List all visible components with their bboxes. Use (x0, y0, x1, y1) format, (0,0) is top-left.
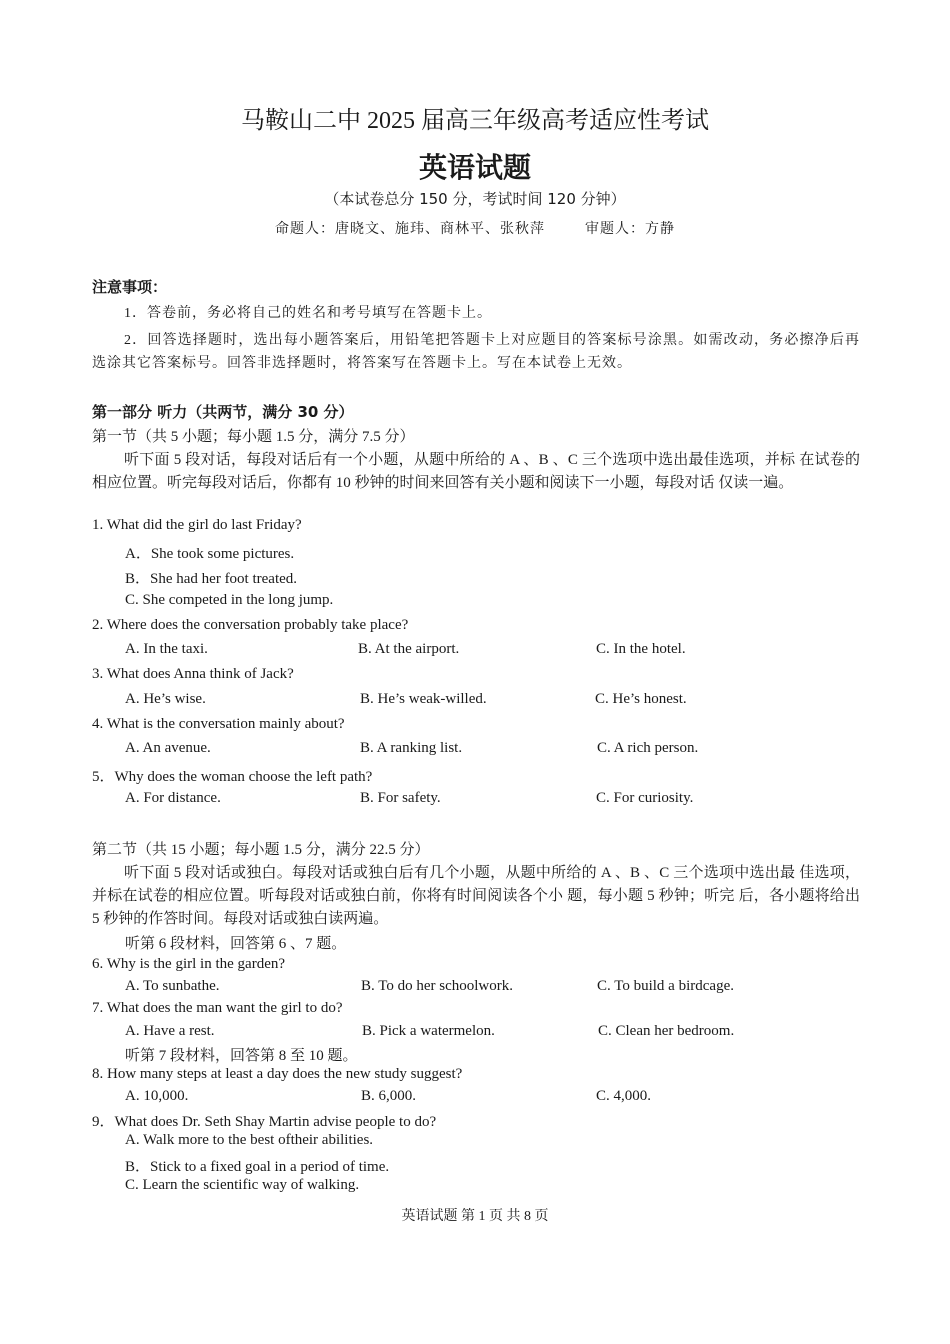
q4-option-b: B. A ranking list. (360, 740, 463, 756)
q3-option-b: B. He’s weak-willed. (360, 691, 487, 707)
exam-note: （本试卷总分 150 分，考试时间 120 分钟） (324, 190, 626, 208)
q6-option-a: A. To sunbathe. (125, 978, 220, 994)
q9-option-b: B．Stick to a fixed goal in a period of time. (125, 1159, 390, 1175)
q5-option-a: A. For distance. (125, 790, 221, 806)
authors-line (0, 218, 950, 238)
q8-option-b: B. 6,000. (361, 1088, 417, 1104)
q1-option-b: B．She had her foot treated. (125, 571, 298, 587)
q2-option-b: B. At the airport. (358, 641, 460, 657)
q6-option-b: B. To do her schoolwork. (361, 978, 513, 994)
q5-option-c: C. For curiosity. (596, 790, 694, 806)
q4-option-a: A. An avenue. (125, 740, 211, 756)
section2-instructions: 听下面 5 段对话或独白。每段对话或独白后有几个小题，从题中所给的 A 、B 、C 三个选项中选出最 佳选项，并标在试卷的相应位置。听每段对话或独白前，你将有时间阅读各个小 题，每小题 5 秒钟；听完 后，各小题将给出 5 秒钟的作答时间。每段对话或独白读两遍。 (92, 865, 860, 927)
notice-item-1: 1．答卷前，务必将自己的姓名和考号填写在答题卡上。 (124, 306, 492, 321)
q9-option-c: C. Learn the scientific way of walking. (125, 1177, 360, 1193)
question-4: 4. What is the conversation mainly about? (92, 716, 345, 732)
q1-option-a: A．She took some pictures. (125, 546, 295, 562)
section2-heading: 第二节（共 15 小题；每小题 1.5 分，满分 22.5 分） (92, 842, 430, 858)
question-6: 6. Why is the girl in the garden? (92, 956, 286, 972)
question-5: 5．Why does the woman choose the left path? (92, 769, 373, 785)
section1-heading: 第一节（共 5 小题；每小题 1.5 分，满分 7.5 分） (92, 429, 415, 445)
q5-option-b: B. For safety. (360, 790, 441, 806)
question-2: 2. Where does the conversation probably take place? (92, 617, 409, 633)
q8-option-c: C. 4,000. (596, 1088, 652, 1104)
q2-option-c: C. In the hotel. (596, 641, 686, 657)
q9-option-a: A. Walk more to the best oftheir abilities. (125, 1132, 374, 1148)
q7-option-a: A. Have a rest. (125, 1023, 215, 1039)
material-7-instruction: 听第 7 段材料，回答第 8 至 10 题。 (125, 1048, 358, 1064)
q7-option-c: C. Clean her bedroom. (598, 1023, 735, 1039)
q8-option-a: A. 10,000. (125, 1088, 189, 1104)
q1-option-c: C. She competed in the long jump. (125, 592, 334, 608)
notice-heading: 注意事项： (92, 278, 168, 296)
question-9: 9．What does Dr. Seth Shay Martin advise people to do? (92, 1114, 437, 1130)
material-6-instruction: 听第 6 段材料，回答第 6 、7 题。 (125, 936, 347, 952)
part1-heading: 第一部分 听力（共两节，满分 30 分） (92, 403, 354, 421)
q4-option-c: C. A rich person. (597, 740, 699, 756)
q3-option-a: A. He’s wise. (125, 691, 206, 707)
q2-option-a: A. In the taxi. (125, 641, 208, 657)
exam-title: 马鞍山二中 2025 届高三年级高考适应性考试 (241, 108, 709, 134)
question-8: 8. How many steps at least a day does the new study suggest? (92, 1066, 463, 1082)
authors: 命题人：唐晓文、施玮、商林平、张秋萍 (275, 222, 545, 237)
page-footer: 英语试题 第 1 页 共 8 页 (401, 1209, 549, 1224)
section1-instructions: 听下面 5 段对话，每段对话后有一个小题，从题中所给的 A 、B 、C 三个选项中选出最佳选项，并标 在试卷的相应位置。听完每段对话后，你都有 10 秒钟的时间来回答有关小题和阅读下一小题，每段对话 仅读一遍。 (92, 452, 860, 491)
question-1: 1. What did the girl do last Friday? (92, 517, 302, 533)
q6-option-c: C. To build a birdcage. (597, 978, 734, 994)
question-7: 7. What does the man want the girl to do? (92, 1000, 343, 1016)
subject-title: 英语试题 (418, 151, 531, 184)
question-3: 3. What does Anna think of Jack? (92, 666, 294, 682)
reviewer: 审题人：方静 (585, 222, 675, 237)
q7-option-b: B. Pick a watermelon. (362, 1023, 495, 1039)
q3-option-c: C. He’s honest. (595, 691, 687, 707)
notice-item-2: 2．回答选择题时，选出每小题答案后，用铅笔把答题卡上对应题目的答案标号涂黑。如需改动，务必擦净后再选涂其它答案标号。回答非选择题时，将答案写在答题卡上。写在本试卷上无效。 (92, 333, 860, 371)
